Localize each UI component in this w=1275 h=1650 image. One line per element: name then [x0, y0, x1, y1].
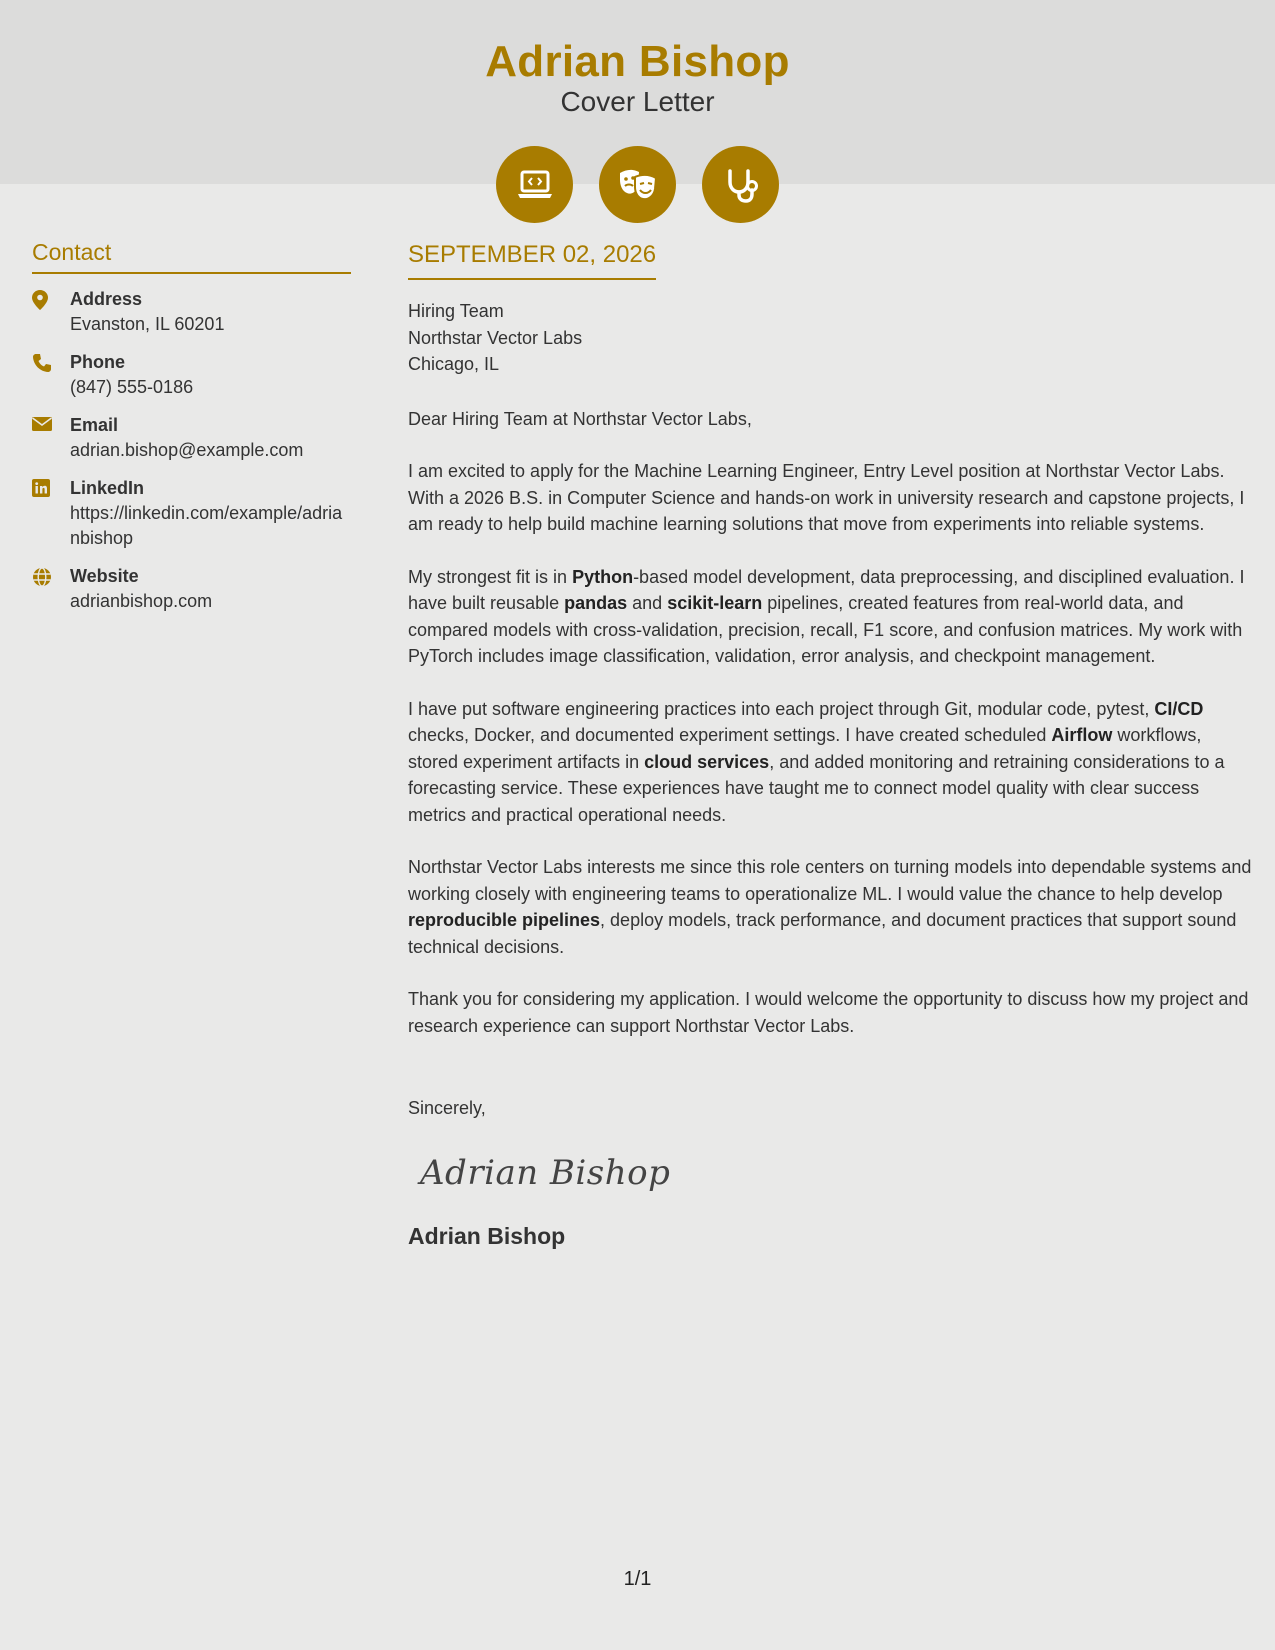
recipient-line: Chicago, IL [408, 354, 500, 374]
paragraph-engineering [408, 696, 1254, 829]
contact-label: Address [70, 289, 143, 309]
contact-website [32, 563, 351, 614]
paragraph-skills [408, 564, 1254, 670]
paragraph-text: and [627, 593, 668, 613]
paragraph-text: -based model development, data preprocessing, and disciplined evaluation. I have built reusable [408, 566, 1245, 613]
contact-phone [32, 349, 351, 400]
theater-masks-icon [599, 146, 676, 223]
header-icon-row [496, 146, 779, 223]
applicant-name: Adrian Bishop [485, 37, 790, 86]
page-number: 1/1 [623, 1568, 652, 1590]
paragraph-text: workflows, stored experiment artifacts in [408, 725, 1202, 772]
contact-value[interactable]: https://linkedin.com/example/adrianbishop [70, 503, 343, 548]
paragraph-text: checks, Docker, and documented experiment settings. I have created scheduled [408, 725, 1052, 745]
paragraph-text: , and added monitoring and retraining considerations to a forecasting service. These experiences have taught me to connect model quality with clear success metrics and practical operational needs. [408, 751, 1225, 825]
recipient-line: Hiring Team [408, 301, 504, 321]
laptop-code-icon [496, 146, 573, 223]
highlight-term: CI/CD [1154, 698, 1204, 719]
letter-body [408, 238, 1254, 1251]
contact-label: LinkedIn [70, 478, 145, 498]
closing: Sincerely, [408, 1098, 486, 1118]
greeting: Dear Hiring Team at Northstar Vector Labs, [408, 408, 752, 429]
paragraph-text: My strongest fit is in [408, 566, 573, 587]
paragraph-text: I have put software engineering practices into each project through Git, modular code, pytest, [408, 698, 1155, 719]
phone-icon [32, 349, 70, 400]
highlight-term: cloud services [644, 751, 770, 772]
globe-icon [32, 563, 70, 614]
recipient-line: Northstar Vector Labs [408, 327, 583, 348]
paragraph-intro: I am excited to apply for the Machine Learning Engineer, Entry Level position at Northstar Vector Labs. With a 2026 B.S. in Computer Science and hands-on work in university research and capstone projects, I am ready to help build machine learning solutions that move from experiments into reliable systems. [408, 461, 1245, 534]
contact-sidebar [32, 236, 351, 626]
paragraph-interest [408, 854, 1254, 960]
contact-value[interactable]: adrian.bishop@example.com [70, 440, 304, 460]
letter-date: SEPTEMBER 02, 2026 [408, 238, 656, 280]
contact-address [32, 286, 351, 337]
document-title: Cover Letter [560, 86, 715, 117]
contact-label: Email [70, 415, 119, 435]
contact-value[interactable]: adrianbishop.com [70, 591, 213, 611]
linkedin-icon [32, 475, 70, 551]
highlight-term: reproducible pipelines [408, 910, 601, 930]
highlight-term: Python [572, 566, 634, 587]
paragraph-text: , deploy models, track performance, and document practices that support sound technical decisions. [408, 910, 1237, 957]
contact-value: (847) 555-0186 [70, 377, 194, 397]
paragraph-text: pipelines, created features from real-world data, and compared models with cross-validation, precision, recall, F1 score, and confusion matrices. My work with PyTorch includes image classification, validation, error analysis, and checkpoint management. [408, 593, 1243, 666]
handwritten-signature: Adrian Bishop [420, 1153, 671, 1193]
highlight-term: Airflow [1051, 725, 1113, 745]
envelope-icon [32, 412, 70, 463]
contact-value: Evanston, IL 60201 [70, 314, 225, 334]
contact-linkedin [32, 475, 351, 551]
signer-name: Adrian Bishop [408, 1223, 566, 1249]
paragraph-text: Northstar Vector Labs interests me since this role centers on turning models into dependable systems and working closely with engineering teams to operationalize ML. I would value the chance to help develop [408, 857, 1252, 904]
highlight-term: pandas [564, 593, 628, 613]
highlight-term: scikit-learn [667, 593, 763, 613]
contact-email [32, 412, 351, 463]
stethoscope-icon [702, 146, 779, 223]
contact-list [32, 286, 351, 614]
map-pin-icon [32, 286, 70, 337]
contact-heading: Contact [32, 236, 351, 274]
contact-label: Website [70, 566, 139, 586]
recipient-block [408, 298, 1254, 378]
paragraph-thanks: Thank you for considering my application. I would welcome the opportunity to discuss how my project and research experience can support Northstar Vector Labs. [408, 989, 1249, 1036]
contact-label: Phone [70, 352, 126, 372]
